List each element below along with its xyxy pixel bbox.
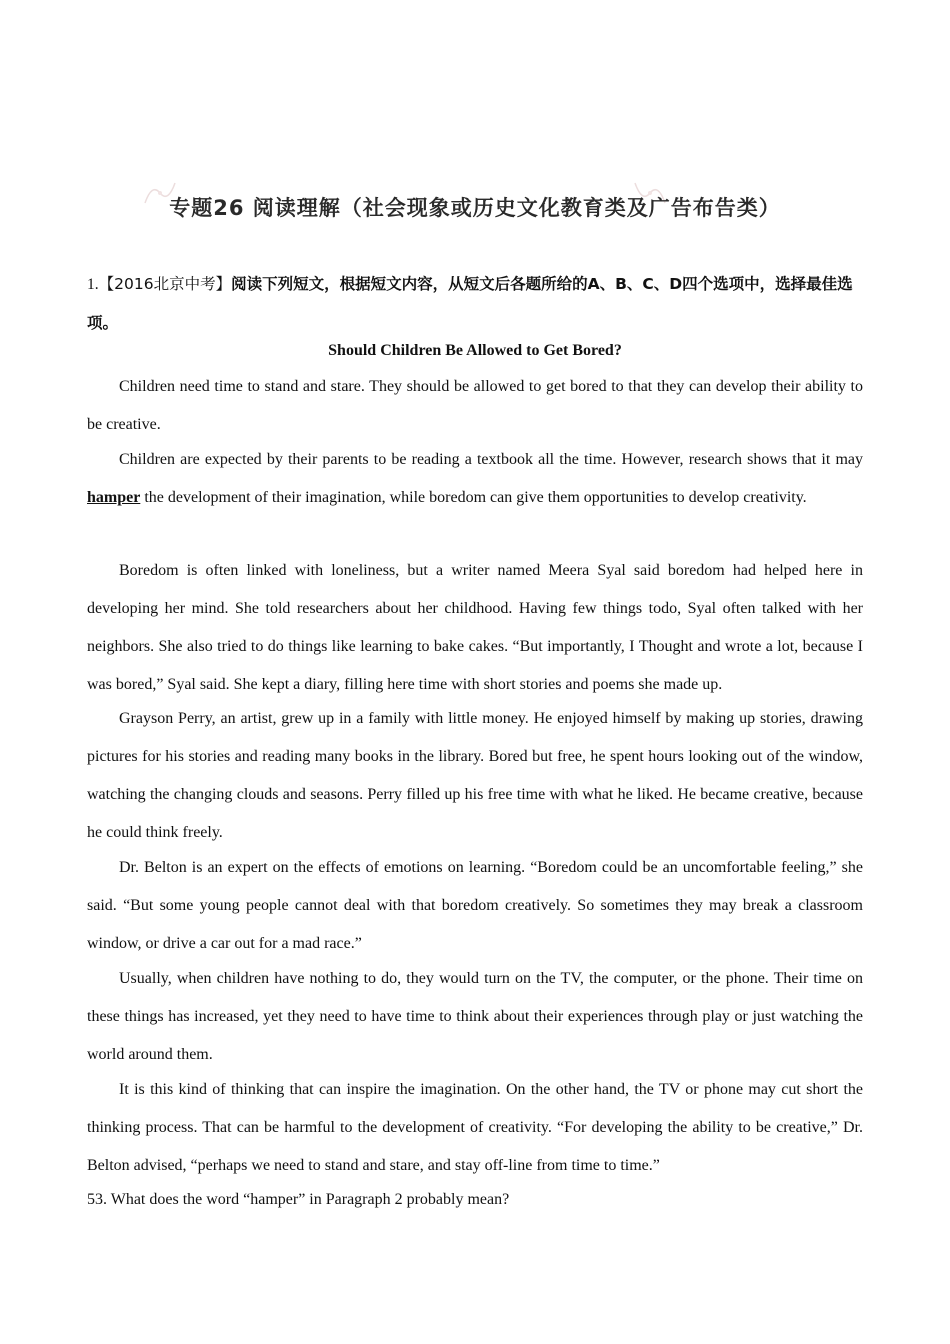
question-53: 53. What does the word “hamper” in Paragraph 2 probably mean?: [87, 1191, 510, 1208]
paragraph-2-after: the development of their imagination, while boredom can give them opportunities to develop creativity.: [140, 489, 807, 506]
paragraph-2: [87, 441, 863, 517]
question-number: 1.: [87, 276, 99, 293]
question-intro: [87, 265, 863, 343]
highlighted-word: hamper: [87, 489, 141, 506]
paragraph-3: Boredom is often linked with loneliness, but a writer named Meera Syal said boredom had helped here in developing her mind. She told researchers about her childhood. Having few things todo, Syal often talked with her neighbors. She also tried to do things like learning to bake cakes. “But importantly, I Thought and wrote a lot, because I was bored,” Syal said. She kept a diary, filling here time with short stories and poems she made up.: [87, 562, 863, 693]
paragraph-4: Grayson Perry, an artist, grew up in a family with little money. He enjoyed himself by making up stories, drawing pictures for his stories and reading many books in the library. Bored but free, he spent hours looking out of the window, watching the changing clouds and seasons. Perry filled up his free time with what he liked. He became creative, because he could think freely.: [87, 710, 863, 841]
paragraph-6: Usually, when children have nothing to do, they would turn on the TV, the computer, or the phone. Their time on these things has increased, yet they need to have time to think about their experiences through play or just watching the world around them.: [87, 970, 863, 1063]
question-source: 【2016北京中考】: [98, 275, 232, 293]
paragraph-7: It is this kind of thinking that can inspire the imagination. On the other hand, the TV or phone may cut short the thinking process. That can be harmful to the development of creativity. “For developing the ability to be creative,” Dr. Belton advised, “perhaps we need to stand and stare, and stay off-line from time to time.”: [87, 1081, 863, 1174]
question-instruction: 阅读下列短文，根据短文内容，从短文后各题所给的A、B、C、D四个选项中，选择最佳选项。: [87, 275, 853, 332]
paragraph-2-before: Children are expected by their parents to be reading a textbook all the time. However, research shows that it may: [119, 451, 863, 468]
document-title: 专题26 阅读理解（社会现象或历史文化教育类及广告布告类）: [169, 196, 781, 220]
passage-title: Should Children Be Allowed to Get Bored?: [328, 342, 622, 359]
paragraph-1: Children need time to stand and stare. They should be allowed to get bored to that they can develop their ability to be creative.: [87, 378, 863, 433]
paragraph-5: Dr. Belton is an expert on the effects of emotions on learning. “Boredom could be an uncomfortable feeling,” she said. “But some young people cannot deal with that boredom creatively. So sometimes they may break a classroom window, or drive a car out for a mad race.”: [87, 859, 863, 952]
